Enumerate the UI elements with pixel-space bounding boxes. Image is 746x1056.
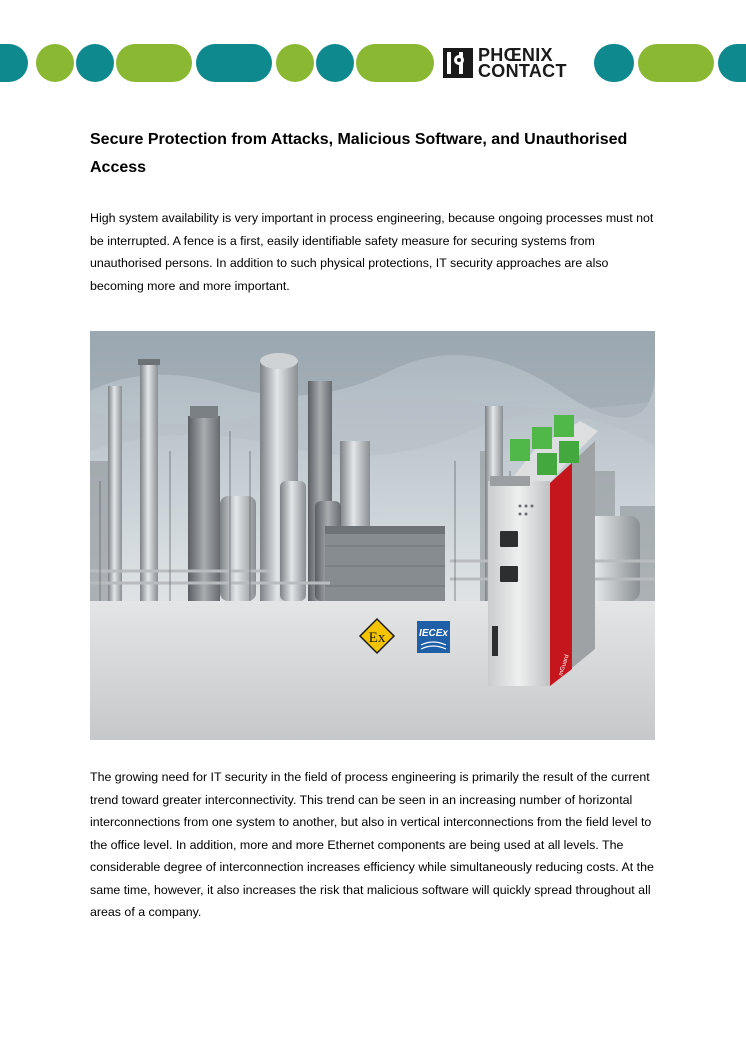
device-label: mGuard	[558, 654, 571, 677]
logo-wordmark	[478, 44, 590, 79]
refinery-illustration	[90, 331, 655, 740]
banner-dot	[276, 44, 314, 82]
header-banner	[0, 44, 746, 86]
banner-dot	[316, 44, 354, 82]
logo-line-2: CONTACT	[478, 61, 567, 81]
intro-paragraph: High system availability is very important in process engineering, because ongoing processes must not be interrupted. A fence is a first, easily identifiable safety measure for securing systems from unauthorised persons. In addition to such physical protections, IT security approaches are also becoming more and more important.	[90, 211, 654, 293]
ex-badge-label: Ex	[368, 630, 386, 646]
phoenix-contact-logo	[440, 44, 590, 84]
iecex-certification-badge	[417, 621, 450, 653]
iecex-badge-label: IECEx	[419, 628, 448, 639]
banner-pill	[196, 44, 272, 82]
banner-dot	[0, 44, 28, 82]
logo-line-1: PHŒNIX	[478, 45, 553, 65]
banner-dot	[594, 44, 634, 82]
banner-pill	[356, 44, 434, 82]
banner-dot	[718, 44, 746, 82]
banner-dot	[36, 44, 74, 82]
phoenix-logo-icon	[442, 47, 474, 79]
article-title: Secure Protection from Attacks, Malicious Software, and Unauthorised Access	[90, 131, 628, 176]
banner-dot	[76, 44, 114, 82]
body-paragraph: The growing need for IT security in the field of process engineering is primarily the result of the current trend toward greater interconnectivity. This trend can be seen in an increasing number of horizontal interconnections from one system to another, but also in vertical interconnections from the field level to the office level. In addition, more and more Ethernet components are being used at all levels. The considerable degree of interconnection increases efficiency while simultaneously reducing costs. At the same time, however, it also increases the risk that malicious software will quickly spread throughout all areas of a company.	[90, 770, 654, 919]
product-photo	[90, 331, 655, 740]
banner-pill	[638, 44, 714, 82]
banner-pill	[116, 44, 192, 82]
